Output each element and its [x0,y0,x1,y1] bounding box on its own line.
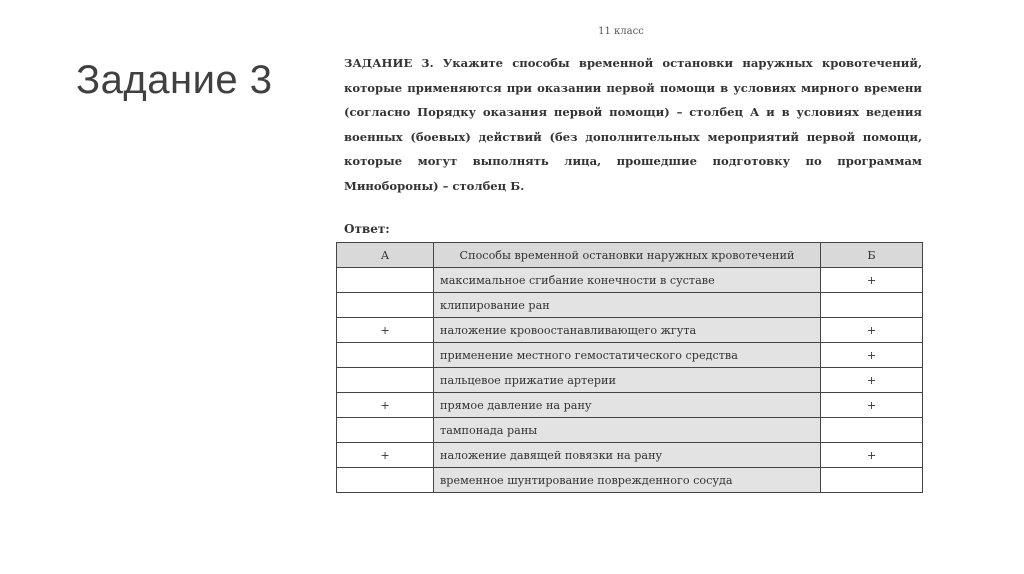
cell-a [337,418,434,443]
header-column-a: А [337,243,434,268]
cell-method: прямое давление на рану [434,393,821,418]
cell-b [821,468,923,493]
table-row [337,468,923,493]
cell-method: применение местного гемостатического средства [434,343,821,368]
table-row [337,293,923,318]
cell-method: наложение кровоостанавливающего жгута [434,318,821,343]
cell-a: + [337,318,434,343]
table-row [337,268,923,293]
cell-method: пальцевое прижатие артерии [434,368,821,393]
cell-a [337,293,434,318]
cell-b: + [821,318,923,343]
header-column-method: Способы временной остановки наружных кровотечений [434,243,821,268]
grade-label: 11 класс [598,26,644,37]
table-row [337,368,923,393]
task-text [344,51,922,198]
header-column-b: Б [821,243,923,268]
cell-b: + [821,368,923,393]
cell-a [337,268,434,293]
answer-table [336,242,923,493]
table-row [337,418,923,443]
cell-method: наложение давящей повязки на рану [434,443,821,468]
task-body: . Укажите способы временной остановки наружных кровотечений, которые применяются при оказании первой помощи в условиях мирного времени (согласно Порядку оказания первой помощи) – столбец А и в условиях ведения военных (боевых) действий (без дополнительных мероприятий первой помощи, которые могут выполнять лица, прошедшие подготовку по программам Минобороны) – столбец Б. [344,56,922,193]
cell-method: максимальное сгибание конечности в суставе [434,268,821,293]
cell-a: + [337,443,434,468]
cell-b [821,418,923,443]
cell-a [337,468,434,493]
cell-a: + [337,393,434,418]
cell-method: временное шунтирование поврежденного сосуда [434,468,821,493]
cell-b: + [821,268,923,293]
cell-b [821,293,923,318]
table-header-row [337,243,923,268]
cell-b: + [821,393,923,418]
table-row [337,343,923,368]
cell-a [337,343,434,368]
cell-method: клипирование ран [434,293,821,318]
cell-b: + [821,443,923,468]
task-label: ЗАДАНИЕ 3 [344,56,430,70]
cell-b: + [821,343,923,368]
table-row [337,318,923,343]
cell-a [337,368,434,393]
table-row [337,393,923,418]
answer-label: Ответ: [344,222,390,236]
document-image [336,26,926,493]
slide-title: Задание 3 [76,58,273,102]
cell-method: тампонада раны [434,418,821,443]
table-row [337,443,923,468]
